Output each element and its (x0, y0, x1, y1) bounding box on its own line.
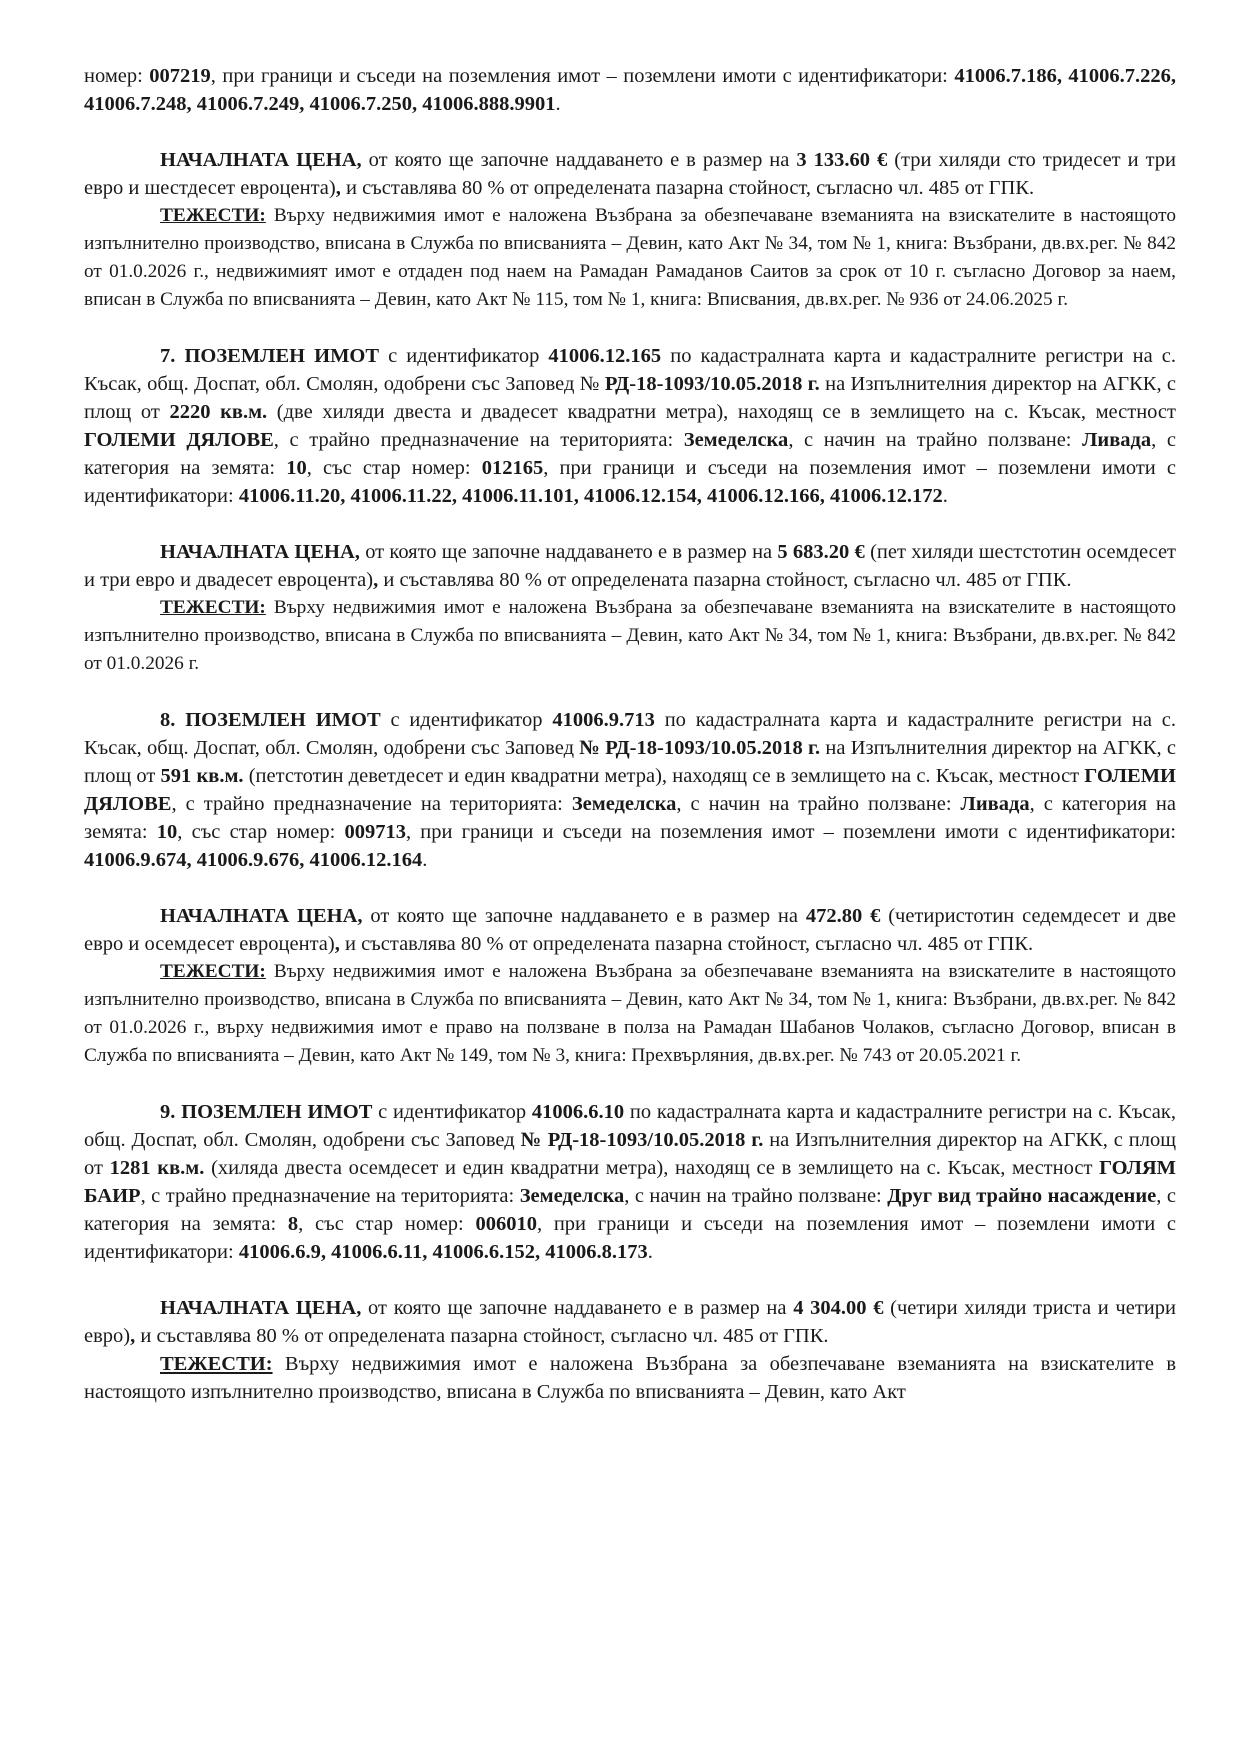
text: (четиристотин седемдесет и две евро и осемдесет евроцента) (84, 905, 1176, 955)
encumbrance-text: Върху недвижимия имот е наложена Възбрана за обезпечаване вземанията на взискателите в настоящото изпълнително производство, вписана в Служба по вписванията – Девин, като Акт № 34, том № 1, книга: Възбрани, дв.вх.рег. № 842 от 01.0.2026 г., върху недвижимия имот е право на ползване в полза на Рамадан Шабанов Чолаков, съгласно Договор, вписан в Служба по вписванията – Девин, като Акт № 149, том № 3, книга: Прехвърляния, дв.вх.рег. № 743 от 20.05.2021 г. (84, 961, 1176, 1066)
property-usage: Ливада (1082, 429, 1152, 451)
text: . (555, 93, 561, 115)
text: на Изпълнителния директор на АГКК, с площ от (84, 1129, 1176, 1179)
neighbor-identifiers: 41006.9.674, 41006.9.676, 41006.12.164 (84, 849, 423, 871)
text: номер: (84, 65, 150, 87)
old-number: 007219 (149, 65, 211, 87)
encumbrances-8 (84, 958, 1176, 1070)
neighbor-identifiers: 41006.7.186, 41006.7.226, 41006.7.248, 41006.7.249, 41006.7.250, 41006.888.9901 (84, 65, 1176, 115)
old-number: 009713 (344, 821, 406, 843)
text: . (942, 485, 948, 507)
text: и съставлява 80 % от определената пазарна стойност, съгласно чл. 485 от ГПК. (135, 1325, 829, 1347)
price-label: НАЧАЛНАТА ЦЕНА, (160, 149, 362, 171)
text: от която ще започне наддаването е в размер на (361, 1297, 794, 1319)
property-area: 591 кв.м. (160, 765, 244, 787)
text: , с начин на трайно ползване: (788, 429, 1083, 451)
spacer (84, 874, 1176, 902)
spacer (84, 678, 1176, 706)
price-amount: 4 304.00 € (793, 1297, 884, 1319)
starting-price-9 (84, 1294, 1176, 1350)
encumbrance-label: ТЕЖЕСТИ: (160, 597, 266, 618)
price-amount: 3 133.60 € (796, 149, 888, 171)
encumbrance-text: Върху недвижимия имот е наложена Възбрана за обезпечаване вземанията на взискателите в настоящото изпълнително производство, вписана в Служба по вписванията – Девин, като Акт № 34, том № 1, книга: Възбрани, дв.вх.рег. № 842 от 01.0.2026 г. (84, 597, 1176, 674)
text: от която ще започне наддаването е в размер на (361, 149, 797, 171)
land-category: 10 (156, 821, 178, 843)
neighbor-identifiers: 41006.6.9, 41006.6.11, 41006.6.152, 41006.8.173 (238, 1241, 648, 1263)
spacer (84, 314, 1176, 342)
text: от която ще започне наддаването е в размер на (359, 541, 778, 563)
text: . (422, 849, 428, 871)
encumbrance-text: Върху недвижимия имот е наложена Възбрана за обезпечаване вземанията на взискателите в настоящото изпълнително производство, вписана в Служба по вписванията – Девин, като Акт (84, 1353, 1176, 1403)
text: , с трайно предназначение на територията: (171, 793, 572, 815)
price-amount: 5 683.20 € (777, 541, 865, 563)
property-heading: 7. ПОЗЕМЛЕН ИМОТ (160, 345, 380, 367)
property-locality: ГОЛЕМИ ДЯЛОВЕ (84, 429, 274, 451)
text: (две хиляди двеста и двадесет квадратни метра), находящ се в землището на с. Късак, местност (267, 401, 1176, 423)
text: , със стар номер: (306, 457, 482, 479)
property-identifier: 41006.6.10 (531, 1101, 625, 1123)
text: (хиляда двеста осемдесет и един квадратни метра), находящ се в землището на с. Късак, местност (204, 1157, 1100, 1179)
property-area: 2220 кв.м. (169, 401, 268, 423)
text: и съставлява 80 % от определената пазарна стойност, съгласно чл. 485 от ГПК. (340, 177, 1035, 199)
text: , при граници и съседи на поземления имот – поземлени имоти с идентификатори: (210, 65, 955, 87)
encumbrances-9 (84, 1350, 1176, 1406)
property-heading: 8. ПОЗЕМЛЕН ИМОТ (160, 709, 381, 731)
encumbrance-label: ТЕЖЕСТИ: (160, 961, 266, 982)
text: от която ще започне наддаването е в размер на (362, 905, 806, 927)
text: , с начин на трайно ползване: (676, 793, 961, 815)
text: (три хиляди сто тридесет и три евро и шестдесет евроцента) (84, 149, 1177, 199)
encumbrance-text: Върху недвижимия имот е наложена Възбрана за обезпечаване вземанията на взискателите в настоящото изпълнително производство, вписана в Служба по вписванията – Девин, като Акт № 34, том № 1, книга: Възбрани, дв.вх.рег. № 842 от 01.0.2026 г., недвижимият имот е отдаден под наем на Рамадан Рамаданов Саитов за срок от 10 г. съгласно Договор за наем, вписан в Служба по вписванията – Девин, като Акт № 115, том № 1, книга: Вписвания, дв.вх.рег. № 936 от 24.06.2025 г. (84, 205, 1176, 310)
text: , (373, 569, 379, 591)
text: , при граници и съседи на поземления имот – поземлени имоти с идентификатори: (405, 821, 1176, 843)
document-page (84, 62, 1176, 1406)
text: и съставлява 80 % от определената пазарна стойност, съгласно чл. 485 от ГПК. (378, 569, 1072, 591)
old-number: 006010 (475, 1213, 537, 1235)
old-number: 012165 (481, 457, 544, 479)
property-item-8 (84, 706, 1176, 874)
price-label: НАЧАЛНАТА ЦЕНА, (160, 905, 363, 927)
price-label: НАЧАЛНАТА ЦЕНА, (160, 541, 360, 563)
encumbrances-7 (84, 594, 1176, 678)
order-number: № РД-18-1093/10.05.2018 г. (520, 1129, 764, 1151)
text: , (130, 1325, 136, 1347)
text: , с категория на земята: (84, 793, 1176, 843)
starting-price-6 (84, 146, 1176, 202)
text: по кадастралната карта и кадастралните регистри на с. Късак, общ. Доспат, обл. Смолян, одобрени със Заповед № (84, 345, 1176, 395)
text: , при граници и съседи на поземления имот – поземлени имоти с идентификатори: (84, 1213, 1176, 1263)
spacer (84, 510, 1176, 538)
property-usage: Друг вид трайно насаждение (887, 1185, 1157, 1207)
property-heading: 9. ПОЗЕМЛЕН ИМОТ (160, 1101, 373, 1123)
property-purpose: Земеделска (571, 793, 677, 815)
property-item-7 (84, 342, 1176, 510)
text: , (334, 933, 340, 955)
price-amount: 472.80 € (805, 905, 881, 927)
text: на Изпълнителния директор на АГКК, с площ от (84, 737, 1176, 787)
encumbrance-label: ТЕЖЕСТИ: (160, 205, 266, 226)
text: , с начин на трайно ползване: (624, 1185, 888, 1207)
property-identifier: 41006.9.713 (552, 709, 655, 731)
property-identifier: 41006.12.165 (548, 345, 662, 367)
text: , с категория на земята: (84, 1185, 1176, 1235)
encumbrance-label: ТЕЖЕСТИ: (160, 1353, 273, 1375)
text: на Изпълнителния директор на АГКК, с площ от (84, 373, 1177, 423)
text: и съставлява 80 % от определената пазарна стойност, съгласно чл. 485 от ГПК. (339, 933, 1034, 955)
text: , при граници и съседи на поземления имот – поземлени имоти с идентификатори: (84, 457, 1176, 507)
property-locality: ГОЛЕМИ ДЯЛОВЕ (84, 765, 1176, 815)
encumbrances-6 (84, 202, 1176, 314)
starting-price-7 (84, 538, 1176, 594)
order-number: РД-18-1093/10.05.2018 г. (604, 373, 820, 395)
spacer (84, 1266, 1176, 1294)
price-label: НАЧАЛНАТА ЦЕНА, (160, 1297, 362, 1319)
text: по кадастралната карта и кадастралните регистри на с. Късак, общ. Доспат, обл. Смолян, одобрени със Заповед (84, 709, 1176, 759)
text: , (335, 177, 341, 199)
property-area: 1281 кв.м. (109, 1157, 205, 1179)
spacer (84, 118, 1176, 146)
text: , с категория на земята: (84, 429, 1176, 479)
text: с идентификатор (379, 345, 549, 367)
order-number: № РД-18-1093/10.05.2018 г. (579, 737, 821, 759)
property-purpose: Земеделска (683, 429, 789, 451)
item-6-continuation (84, 62, 1176, 118)
land-category: 8 (287, 1213, 299, 1235)
property-usage: Ливада (960, 793, 1030, 815)
property-item-9 (84, 1098, 1176, 1266)
text: (петстотин деветдесет и един квадратни метра), находящ се в землището на с. Късак, местност (243, 765, 1085, 787)
text: с идентификатор (372, 1101, 532, 1123)
starting-price-8 (84, 902, 1176, 958)
text: . (647, 1241, 653, 1263)
text: с идентификатор (380, 709, 553, 731)
neighbor-identifiers: 41006.11.20, 41006.11.22, 41006.11.101, 41006.12.154, 41006.12.166, 41006.12.172 (238, 485, 943, 507)
text: (пет хиляди шестстотин осемдесет и три евро и двадесет евроцента) (84, 541, 1176, 591)
property-locality: ГОЛЯМ БАИР (84, 1157, 1176, 1207)
spacer (84, 1070, 1176, 1098)
text: по кадастралната карта и кадастралните регистри на с. Късак, общ. Доспат, обл. Смолян, одобрени със Заповед (84, 1101, 1176, 1151)
land-category: 10 (286, 457, 307, 479)
text: , с трайно предназначение на територията: (140, 1185, 520, 1207)
text: (четири хиляди триста и четири евро) (84, 1297, 1176, 1347)
text: , с трайно предназначение на територията: (273, 429, 684, 451)
property-purpose: Земеделска (519, 1185, 625, 1207)
text: , със стар номер: (298, 1213, 476, 1235)
text: , със стар номер: (177, 821, 345, 843)
